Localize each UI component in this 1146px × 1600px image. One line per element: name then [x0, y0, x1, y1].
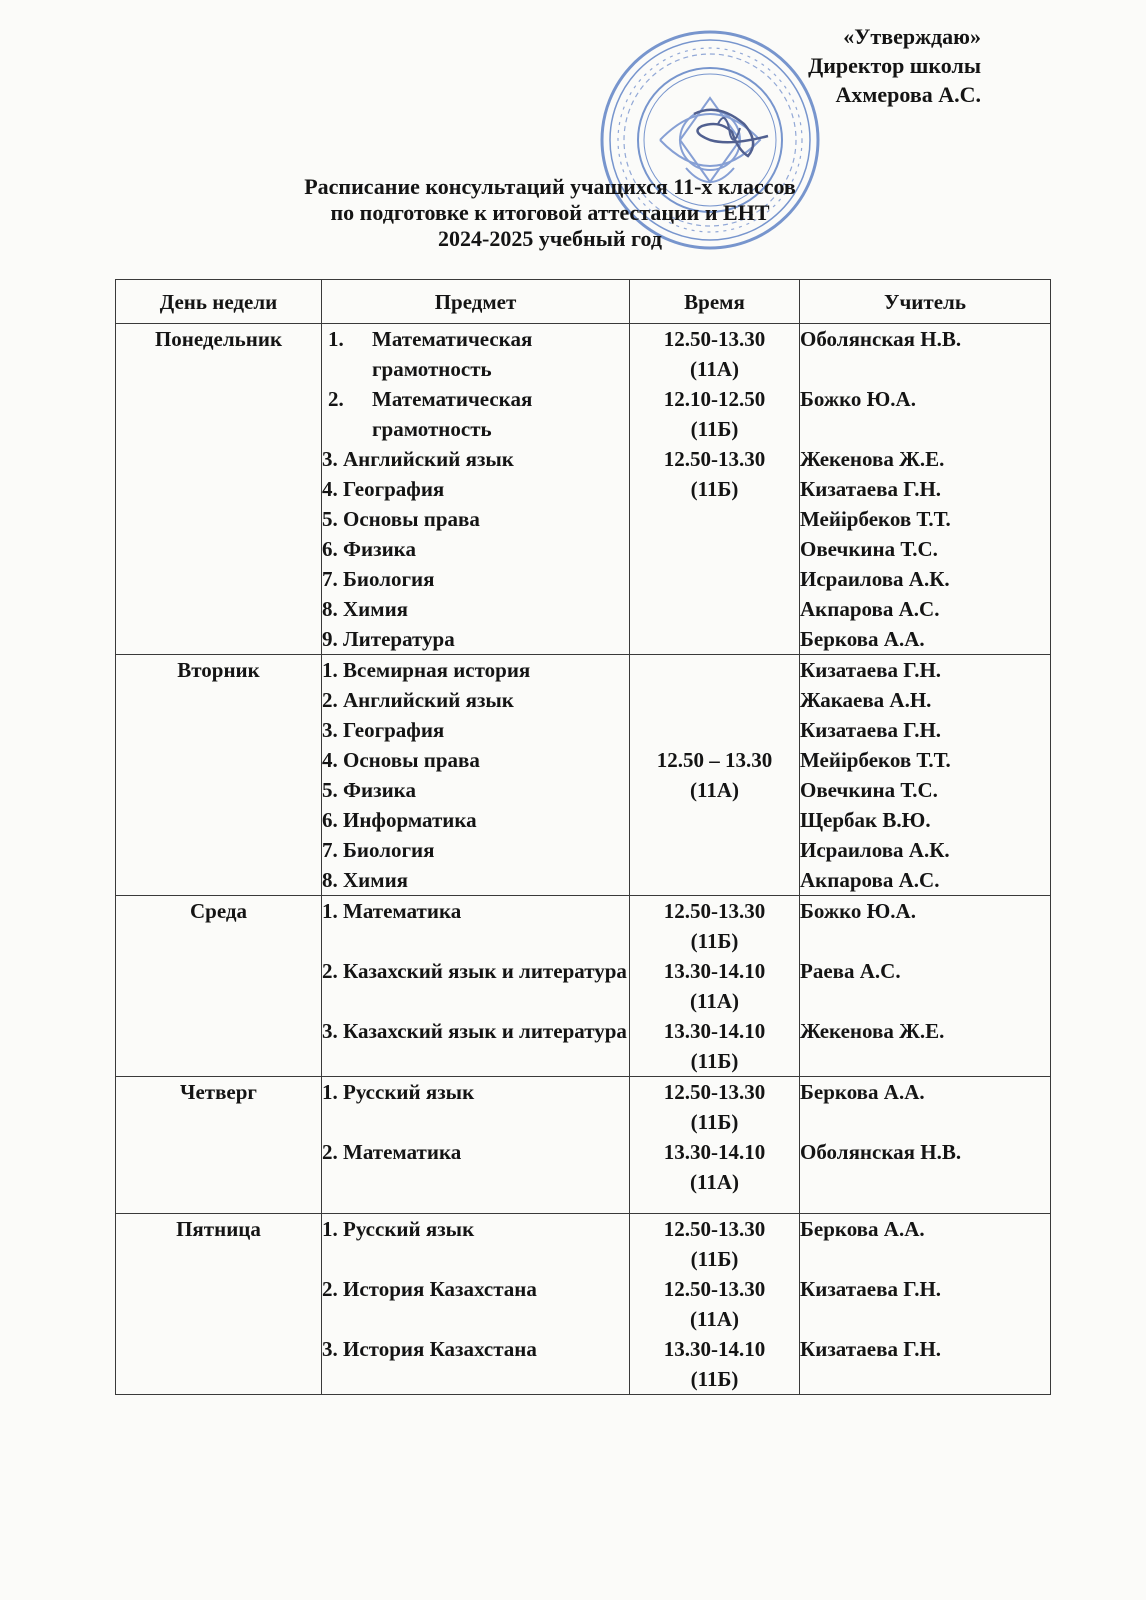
teacher-name: Жакаева А.Н. — [800, 688, 932, 712]
day-cell: Среда — [116, 896, 322, 1077]
header-day: День недели — [116, 280, 322, 324]
day-cell: Пятница — [116, 1214, 322, 1395]
time-value: 12.50 – 13.30 — [656, 748, 773, 772]
subject-item: 1. Русский язык — [322, 1217, 475, 1241]
teacher-name: Кизатаева Г.Н. — [800, 477, 942, 501]
time-value: 12.50-13.30 — [663, 1217, 766, 1241]
table-row-tuesday — [116, 655, 1051, 896]
approval-block — [808, 22, 981, 109]
time-class: (11Б) — [690, 1247, 739, 1271]
subject-item: 5. Физика — [322, 778, 416, 802]
teacher-name: Божко Ю.А. — [800, 899, 916, 923]
time-class: (11А) — [690, 989, 739, 1013]
teacher-cell — [800, 1077, 1051, 1214]
subject-item: 7. Биология — [322, 567, 435, 591]
time-value: 13.30-14.10 — [663, 959, 766, 983]
table-row-friday — [116, 1214, 1051, 1395]
subject-item: 3. История Казахстана — [322, 1337, 537, 1361]
time-value: 12.50-13.30 — [663, 327, 766, 351]
time-value: 13.30-14.10 — [663, 1337, 766, 1361]
subject-item: 6. Информатика — [322, 808, 477, 832]
teacher-name: Кизатаева Г.Н. — [800, 1337, 942, 1361]
time-class: (11Б) — [690, 1049, 739, 1073]
subject-item: 1. Математическая грамотность — [328, 327, 533, 381]
teacher-cell — [800, 324, 1051, 655]
subject-item: 3. Казахский язык и литература — [322, 1019, 627, 1043]
teacher-name: Беркова А.А. — [800, 1217, 925, 1241]
time-class: (11А) — [690, 778, 739, 802]
time-value: 12.50-13.30 — [663, 1277, 766, 1301]
subject-item: 2. Математическая грамотность — [328, 387, 533, 441]
subject-item: 1. Всемирная история — [322, 658, 531, 682]
subject-item: 8. Химия — [322, 597, 409, 621]
header-time: Время — [630, 280, 800, 324]
subject-item: 6. Физика — [322, 537, 416, 561]
teacher-name: Беркова А.А. — [800, 627, 925, 651]
time-value: 13.30-14.10 — [663, 1140, 766, 1164]
time-value: 12.50-13.30 — [663, 447, 766, 471]
document-title — [205, 174, 895, 252]
subject-item: 9. Литература — [322, 627, 455, 651]
teacher-name: Овечкина Т.С. — [800, 537, 938, 561]
subject-item: 4. Основы права — [322, 748, 480, 772]
table-row-wednesday — [116, 896, 1051, 1077]
subject-item: 1. Русский язык — [322, 1080, 475, 1104]
approval-label: «Утверждаю» — [843, 24, 981, 49]
teacher-cell — [800, 896, 1051, 1077]
approval-name: Ахмерова А.С. — [835, 82, 981, 107]
time-class: (11Б) — [690, 929, 739, 953]
time-value: 12.50-13.30 — [663, 899, 766, 923]
day-cell: Понедельник — [116, 324, 322, 655]
subject-cell — [322, 1077, 630, 1214]
time-class: (11А) — [690, 357, 739, 381]
time-class: (11Б) — [690, 1367, 739, 1391]
teacher-name: Жекенова Ж.Е. — [800, 1019, 945, 1043]
teacher-name: Кизатаева Г.Н. — [800, 658, 942, 682]
time-cell — [630, 324, 800, 655]
day-cell: Вторник — [116, 655, 322, 896]
time-class: (11Б) — [690, 417, 739, 441]
time-cell — [630, 655, 800, 896]
subject-item: 3. Английский язык — [322, 447, 514, 471]
teacher-cell — [800, 655, 1051, 896]
teacher-name: Оболянская Н.В. — [800, 1140, 962, 1164]
schedule-table — [115, 279, 1051, 1395]
subject-item: 8. Химия — [322, 868, 409, 892]
subject-item: 1. Математика — [322, 899, 462, 923]
time-class: (11А) — [690, 1170, 739, 1194]
time-cell — [630, 1077, 800, 1214]
time-value: 13.30-14.10 — [663, 1019, 766, 1043]
teacher-name: Акпарова А.С. — [800, 868, 940, 892]
subject-item: 4. География — [322, 477, 445, 501]
header-subject: Предмет — [322, 280, 630, 324]
subject-cell — [322, 896, 630, 1077]
subject-item: 2. История Казахстана — [322, 1277, 537, 1301]
subject-item: 2. Английский язык — [322, 688, 514, 712]
table-header-row — [116, 280, 1051, 324]
teacher-name: Акпарова А.С. — [800, 597, 940, 621]
teacher-name: Божко Ю.А. — [800, 387, 916, 411]
day-cell: Четверг — [116, 1077, 322, 1214]
subject-item: 5. Основы права — [322, 507, 480, 531]
time-value: 12.10-12.50 — [663, 387, 766, 411]
teacher-name: Жекенова Ж.Е. — [800, 447, 945, 471]
teacher-name: Исраилова А.К. — [800, 567, 950, 591]
teacher-name: Щербак В.Ю. — [800, 808, 931, 832]
teacher-name: Мейірбеков Т.Т. — [800, 507, 951, 531]
table-row-monday — [116, 324, 1051, 655]
subject-item: 3. География — [322, 718, 445, 742]
time-class: (11А) — [690, 1307, 739, 1331]
teacher-name: Исраилова А.К. — [800, 838, 950, 862]
time-cell — [630, 896, 800, 1077]
teacher-name: Кизатаева Г.Н. — [800, 718, 942, 742]
subject-item: 2. Математика — [322, 1140, 462, 1164]
subject-cell — [322, 1214, 630, 1395]
teacher-name: Кизатаева Г.Н. — [800, 1277, 942, 1301]
title-line-1: Расписание консультаций учащихся 11-х классов — [304, 174, 796, 199]
teacher-name: Оболянская Н.В. — [800, 327, 962, 351]
teacher-name: Беркова А.А. — [800, 1080, 925, 1104]
time-class: (11Б) — [690, 1110, 739, 1134]
subject-item: 7. Биология — [322, 838, 435, 862]
time-class: (11Б) — [690, 477, 739, 501]
approval-position: Директор школы — [808, 53, 981, 78]
teacher-cell — [800, 1214, 1051, 1395]
time-value: 12.50-13.30 — [663, 1080, 766, 1104]
header-teacher: Учитель — [800, 280, 1051, 324]
subject-cell — [322, 324, 630, 655]
table-row-thursday — [116, 1077, 1051, 1214]
title-line-3: 2024-2025 учебный год — [438, 226, 662, 251]
teacher-name: Раева А.С. — [800, 959, 901, 983]
subject-item: 2. Казахский язык и литература — [322, 959, 627, 983]
subject-cell — [322, 655, 630, 896]
time-cell — [630, 1214, 800, 1395]
title-line-2: по подготовке к итоговой аттестации и ЕНТ — [330, 200, 770, 225]
teacher-name: Овечкина Т.С. — [800, 778, 938, 802]
teacher-name: Мейірбеков Т.Т. — [800, 748, 951, 772]
